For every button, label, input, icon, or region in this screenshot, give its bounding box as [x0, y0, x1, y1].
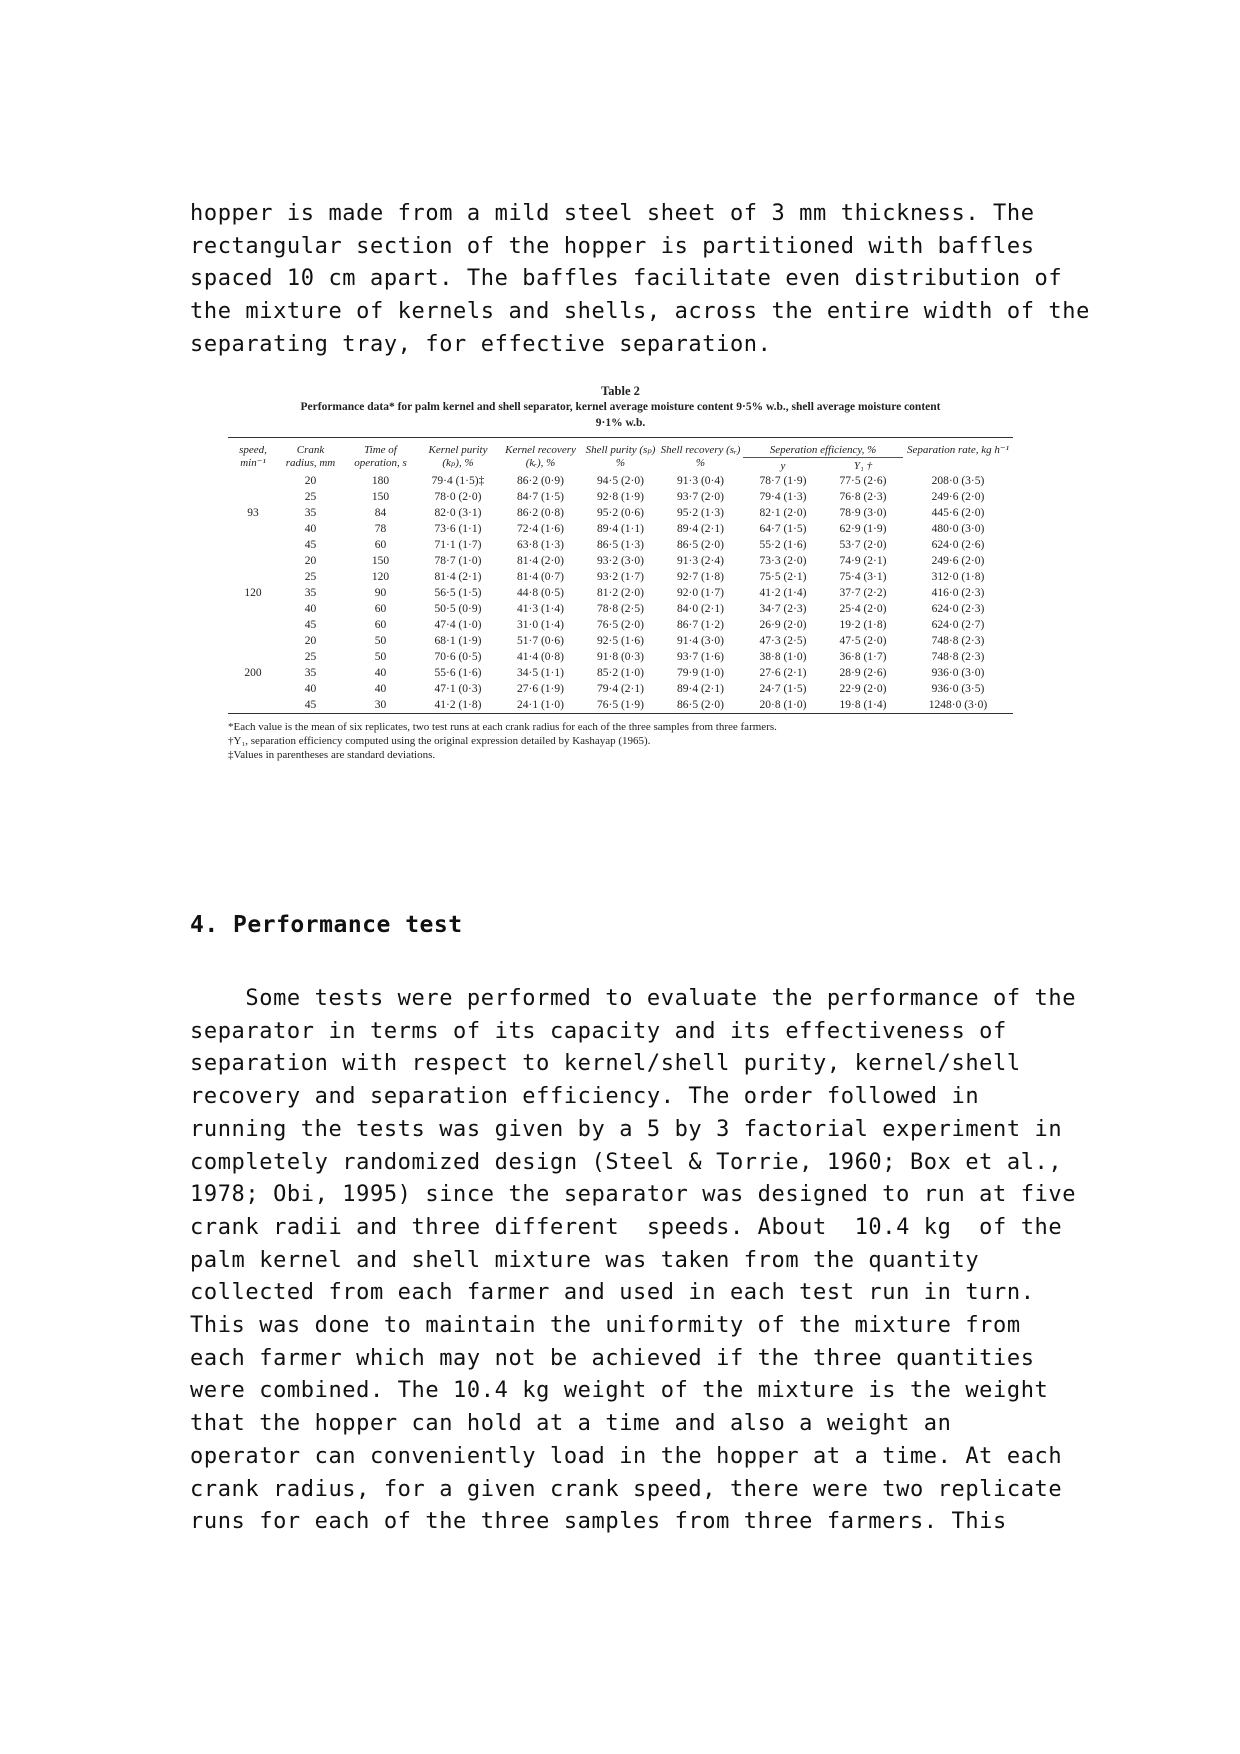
- table-cell: 1248·0 (3·0): [928, 699, 988, 711]
- table-cell: 90: [374, 587, 387, 599]
- table-row: [228, 505, 1013, 521]
- table-cell: 36·8 (1·7): [839, 651, 887, 663]
- table-cell: 34·5 (1·1): [517, 667, 564, 679]
- text-line: running the tests was given by a 5 by 3 factorial experiment in: [190, 1116, 1063, 1142]
- table-cell: 92·8 (1·9): [597, 491, 644, 503]
- table-cell: 25·4 (2·0): [839, 603, 887, 615]
- table-cell: 150: [371, 555, 390, 567]
- table-cell: 416·0 (2·3): [931, 587, 985, 599]
- table-cell: 78·0 (2·0): [434, 491, 482, 503]
- col-header-rate: Separation rate, kg h⁻¹: [907, 444, 1009, 456]
- table-cell: 89·4 (2·1): [677, 523, 724, 535]
- table-cell: 34·7 (2·3): [759, 603, 807, 615]
- text-line: completely randomized design (Steel & Torrie, 1960; Box et al.,: [190, 1149, 1063, 1175]
- table-row: [228, 665, 1013, 681]
- table-cell: 41·3 (1·4): [517, 603, 564, 615]
- table-cell: 41·2 (1·8): [434, 699, 482, 711]
- table-cell: 60: [374, 603, 387, 615]
- table-cell: 47·3 (2·5): [759, 635, 807, 647]
- col-header-shell-recovery: Shell recovery (sᵣ) %: [660, 444, 741, 469]
- table-cell: 40: [304, 523, 317, 535]
- table-cell: 63·8 (1·3): [517, 539, 564, 551]
- speed-cell: 200: [244, 667, 262, 679]
- table-cell: 45: [304, 699, 317, 711]
- table-cell: 249·6 (2·0): [931, 555, 985, 567]
- text-line: This was done to maintain the uniformity of the mixture from: [190, 1313, 1021, 1339]
- table-cell: 86·5 (1·3): [597, 539, 644, 551]
- table-cell: 82·1 (2·0): [759, 507, 807, 519]
- table-cell: 480·0 (3·0): [931, 523, 985, 535]
- table-bottom-rule: [228, 713, 1013, 714]
- table-row: [228, 617, 1013, 633]
- table-cell: 120: [371, 571, 390, 583]
- table-cell: 41·2 (1·4): [759, 587, 807, 599]
- table-cell: 20·8 (1·0): [759, 699, 807, 711]
- table-title: Performance data* for palm kernel and shell separator, kernel average moisture content 9·5% w.b., shell average moisture content: [300, 401, 941, 413]
- table-cell: 19·2 (1·8): [839, 619, 887, 631]
- footnote: ‡Values in parentheses are standard deviations.: [228, 749, 436, 761]
- table-cell: 64·7 (1·5): [759, 523, 807, 535]
- table-row: [228, 601, 1013, 617]
- text-line: separation with respect to kernel/shell purity, kernel/shell: [190, 1051, 1021, 1077]
- table-cell: 20: [304, 635, 317, 647]
- table-cell: 71·1 (1·7): [434, 539, 482, 551]
- table-cell: 92·5 (1·6): [597, 635, 644, 647]
- table-cell: 74·9 (2·1): [839, 555, 887, 567]
- table-row: [228, 537, 1013, 553]
- table-row: [228, 697, 1013, 713]
- table-caption: Table 2: [601, 384, 640, 398]
- performance-table: [228, 438, 1013, 713]
- table-cell: 624·0 (2·7): [931, 619, 985, 631]
- text-line: were combined. The 10.4 kg weight of the mixture is the weight: [190, 1378, 1049, 1404]
- table-cell: 78·7 (1·0): [434, 555, 482, 567]
- table-cell: 936·0 (3·0): [931, 667, 985, 679]
- table-cell: 47·1 (0·3): [434, 683, 482, 695]
- table-cell: 78·8 (2·5): [597, 603, 644, 615]
- table-cell: 86·7 (1·2): [677, 619, 724, 631]
- table-cell: 41·4 (0·8): [517, 651, 564, 663]
- table-cell: 89·4 (2·1): [677, 683, 724, 695]
- text-line: operator can conveniently load in the hopper at a time. At each: [190, 1443, 1063, 1469]
- table-cell: 93·7 (2·0): [677, 491, 724, 503]
- table-row: [228, 489, 1013, 505]
- table-cell: 91·8 (0·3): [597, 651, 644, 663]
- table-cell: 86·2 (0·9): [517, 475, 564, 487]
- table-cell: 35: [304, 587, 317, 599]
- table-cell: 624·0 (2·6): [931, 539, 985, 551]
- table-cell: 75·5 (2·1): [759, 571, 807, 583]
- text-line: spaced 10 cm apart. The baffles facilitate even distribution of: [190, 266, 1063, 292]
- table-cell: 82·0 (3·1): [434, 507, 482, 519]
- table-cell: 84: [374, 507, 387, 519]
- table-cell: 27·6 (1·9): [517, 683, 564, 695]
- table-cell: 79·4 (1·5)‡: [431, 475, 485, 487]
- table-cell: 51·7 (0·6): [517, 635, 564, 647]
- table-cell: 30: [374, 699, 387, 711]
- table-footnotes: [228, 720, 1013, 762]
- table-cell: 72·4 (1·6): [517, 523, 564, 535]
- table-cell: 93·2 (3·0): [597, 555, 644, 567]
- table-cell: 180: [371, 475, 390, 487]
- table-cell: 55·2 (1·6): [759, 539, 807, 551]
- text-line: recovery and separation efficiency. The order followed in: [190, 1084, 980, 1110]
- table-row: [228, 569, 1013, 585]
- table-cell: 624·0 (2·3): [931, 603, 985, 615]
- table-cell: 312·0 (1·8): [931, 571, 985, 583]
- text-line: separator in terms of its capacity and its effectiveness of: [190, 1018, 1007, 1044]
- col-header-eff-y1: Y₁ †: [853, 460, 873, 472]
- table-cell: 45: [304, 539, 317, 551]
- table-row: [228, 473, 1013, 489]
- table-cell: 81·4 (2·0): [517, 555, 564, 567]
- footnote: †Y₁, separation efficiency computed using the original expression detailed by Kashayap (1965).: [228, 735, 651, 747]
- table-cell: 31·0 (1·4): [517, 619, 564, 631]
- speed-cell: 120: [244, 587, 262, 599]
- footnote: *Each value is the mean of six replicates, two test runs at each crank radius for each of the three samples from three farmers.: [228, 721, 777, 733]
- table-cell: 24·1 (1·0): [517, 699, 564, 711]
- table-cell: 91·3 (0·4): [677, 475, 724, 487]
- text-line: that the hopper can hold at a time and also a weight an: [190, 1411, 952, 1437]
- table-row: [228, 681, 1013, 697]
- table-cell: 35: [304, 507, 317, 519]
- table-cell: 70·6 (0·5): [434, 651, 482, 663]
- table-row: [228, 649, 1013, 665]
- col-header-time: Time of operation, s: [354, 444, 407, 469]
- table-cell: 40: [304, 603, 317, 615]
- table-cell: 76·5 (2·0): [597, 619, 644, 631]
- table-cell: 91·4 (3·0): [677, 635, 724, 647]
- table-cell: 44·8 (0·5): [517, 587, 564, 599]
- table-title-cont: 9·1% w.b.: [595, 417, 646, 429]
- col-header-eff-y: y: [780, 460, 786, 472]
- text-line: Some tests were performed to evaluate the performance of the: [190, 986, 1077, 1011]
- table-cell: 28·9 (2·6): [839, 667, 887, 679]
- table-cell: 25: [304, 651, 317, 663]
- table-cell: 75·4 (3·1): [839, 571, 887, 583]
- col-header-crank: Crank radius, mm: [285, 444, 336, 469]
- intro-paragraph: [190, 198, 1090, 362]
- table-cell: 25: [304, 571, 317, 583]
- table-cell: 93·7 (1·6): [677, 651, 724, 663]
- table-cell: 78: [374, 523, 387, 535]
- table-cell: 20: [304, 475, 317, 487]
- col-header-speed: speed, min⁻¹: [239, 444, 267, 469]
- table-row: [228, 633, 1013, 649]
- table-cell: 47·4 (1·0): [434, 619, 482, 631]
- table-cell: 73·3 (2·0): [759, 555, 807, 567]
- table-cell: 208·0 (3·5): [931, 475, 985, 487]
- table-cell: 40: [374, 683, 387, 695]
- table-cell: 78·7 (1·9): [759, 475, 807, 487]
- table-cell: 92·7 (1·8): [677, 571, 724, 583]
- table-cell: 47·5 (2·0): [839, 635, 887, 647]
- table-cell: 81·4 (0·7): [517, 571, 564, 583]
- table-cell: 76·5 (1·9): [597, 699, 644, 711]
- text-line: crank radius, for a given crank speed, there were two replicate: [190, 1476, 1063, 1502]
- table-cell: 53·7 (2·0): [839, 539, 887, 551]
- table-cell: 86·2 (0·8): [517, 507, 564, 519]
- table-cell: 40: [374, 667, 387, 679]
- table-cell: 84·7 (1·5): [517, 491, 564, 503]
- table-cell: 38·8 (1·0): [759, 651, 807, 663]
- table-cell: 86·5 (2·0): [677, 539, 724, 551]
- table-row: [228, 521, 1013, 537]
- table-cell: 79·9 (1·0): [677, 667, 724, 679]
- table-cell: 22·9 (2·0): [839, 683, 887, 695]
- table-cell: 78·9 (3·0): [839, 507, 887, 519]
- table-cell: 60: [374, 539, 387, 551]
- table-cell: 77·5 (2·6): [839, 475, 887, 487]
- table-cell: 50·5 (0·9): [434, 603, 482, 615]
- table-cell: 55·6 (1·6): [434, 667, 482, 679]
- table-cell: 35: [304, 667, 317, 679]
- table-cell: 94·5 (2·0): [597, 475, 644, 487]
- table-cell: 26·9 (2·0): [759, 619, 807, 631]
- text-line: separating tray, for effective separation.: [190, 331, 772, 357]
- table-cell: 86·5 (2·0): [677, 699, 724, 711]
- table-cell: 50: [374, 651, 387, 663]
- table-cell: 19·8 (1·4): [839, 699, 887, 711]
- table-cell: 89·4 (1·1): [597, 523, 644, 535]
- table-cell: 68·1 (1·9): [434, 635, 482, 647]
- table-cell: 95·2 (1·3): [677, 507, 724, 519]
- text-line: rectangular section of the hopper is partitioned with baffles: [190, 233, 1035, 259]
- table-cell: 748·8 (2·3): [931, 651, 985, 663]
- text-line: collected from each farmer and used in each test run in turn.: [190, 1280, 1035, 1306]
- table-cell: 91·3 (2·4): [677, 555, 724, 567]
- table-cell: 150: [371, 491, 390, 503]
- table-cell: 85·2 (1·0): [597, 667, 644, 679]
- col-header-kernel-recovery: Kernel recovery (kᵣ), %: [505, 444, 576, 469]
- table-cell: 62·9 (1·9): [839, 523, 887, 535]
- table-cell: 37·7 (2·2): [839, 587, 887, 599]
- table-body: [228, 473, 1013, 713]
- table-figure: [228, 384, 1013, 762]
- table-cell: 76·8 (2·3): [839, 491, 887, 503]
- table-cell: 60: [374, 619, 387, 631]
- text-line: palm kernel and shell mixture was taken from the quantity: [190, 1247, 980, 1273]
- body-paragraph: [190, 983, 1077, 1539]
- table-cell: 936·0 (3·5): [931, 683, 985, 695]
- table-cell: 81·4 (2·1): [434, 571, 482, 583]
- table-cell: 79·4 (1·3): [759, 491, 807, 503]
- table-cell: 79·4 (2·1): [597, 683, 644, 695]
- table-cell: 40: [304, 683, 317, 695]
- table-cell: 445·6 (2·0): [931, 507, 985, 519]
- col-header-shell-purity: Shell purity (sₚ) %: [585, 444, 656, 469]
- table-cell: 20: [304, 555, 317, 567]
- table-cell: 81·2 (2·0): [597, 587, 644, 599]
- table-cell: 73·6 (1·1): [434, 523, 482, 535]
- table-cell: 249·6 (2·0): [931, 491, 985, 503]
- text-line: hopper is made from a mild steel sheet of 3 mm thickness. The: [190, 201, 1035, 226]
- section-heading: 4. Performance test: [190, 912, 463, 938]
- col-header-efficiency: Seperation efficiency, %: [743, 438, 903, 458]
- text-line: each farmer which may not be achieved if the three quantities: [190, 1345, 1035, 1371]
- table-row: [228, 585, 1013, 601]
- table-cell: 27·6 (2·1): [759, 667, 807, 679]
- speed-cell: 93: [247, 507, 259, 519]
- table-cell: 25: [304, 491, 317, 503]
- text-line: crank radii and three different speeds. About 10.4 kg of the: [190, 1214, 1063, 1240]
- table-cell: 24·7 (1·5): [759, 683, 807, 695]
- table-cell: 748·8 (2·3): [931, 635, 985, 647]
- table-cell: 93·2 (1·7): [597, 571, 644, 583]
- col-header-kernel-purity: Kernel purity (kₚ), %: [428, 444, 488, 469]
- table-row: [228, 553, 1013, 569]
- table-cell: 95·2 (0·6): [597, 507, 644, 519]
- table-cell: 50: [374, 635, 387, 647]
- table-cell: 45: [304, 619, 317, 631]
- text-line: the mixture of kernels and shells, across the entire width of the: [190, 299, 1090, 325]
- table-cell: 92·0 (1·7): [677, 587, 724, 599]
- table-cell: 56·5 (1·5): [434, 587, 482, 599]
- text-line: 1978; Obi, 1995) since the separator was designed to run at five: [190, 1182, 1077, 1208]
- table-cell: 84·0 (2·1): [677, 603, 724, 615]
- text-line: runs for each of the three samples from three farmers. This: [190, 1509, 1007, 1535]
